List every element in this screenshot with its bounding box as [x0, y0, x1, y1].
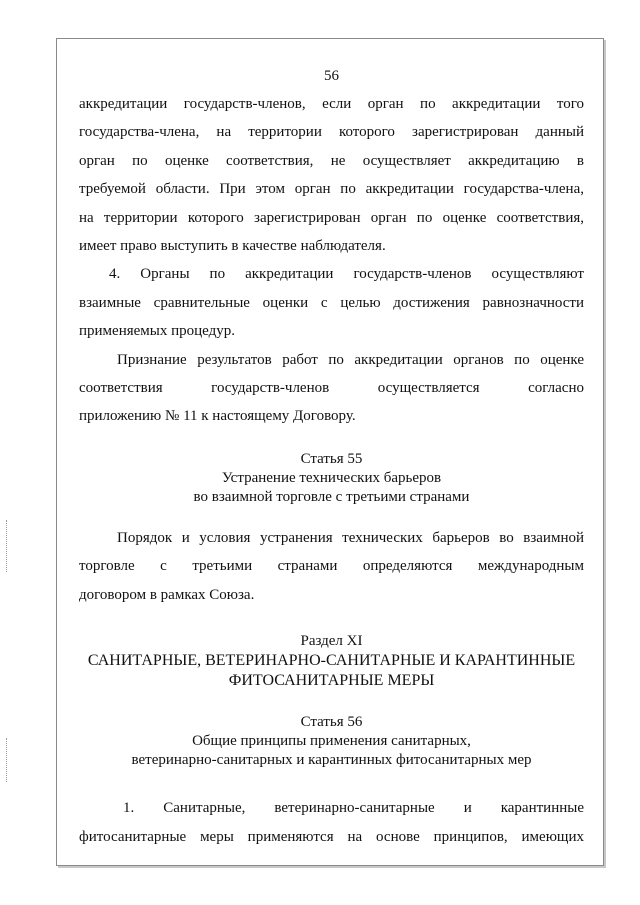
text-line: приложению № 11 к настоящему Договору. — [79, 408, 356, 425]
article-56-label: Статья 56 — [300, 714, 363, 731]
text-line: требуемой области. При этом орган по аккредитации государства-члена, — [79, 181, 584, 198]
paragraph-recognition — [79, 346, 584, 431]
text-line: государства-члена, на территории которого зарегистрирован данный — [79, 124, 584, 141]
article-56-title-line: ветеринарно-санитарных и карантинных фитосанитарных мер — [131, 752, 532, 769]
text-line: фитосанитарные меры применяются на основе принципов, имеющих — [79, 828, 584, 845]
section-11-label: Раздел XI — [300, 633, 363, 650]
paragraph-technical-barriers — [79, 524, 584, 609]
paragraph-mutual-evaluations — [79, 260, 584, 345]
text-line: торговле с третьими странами определяются международным — [79, 558, 584, 575]
article-55-title-line: во взаимной торговле с третьими странами — [193, 488, 470, 505]
text-line: орган по оценке соответствия, не осуществляет аккредитацию в — [79, 152, 584, 169]
text-line: Признание результатов работ по аккредитации органов по оценке — [117, 351, 584, 368]
text-line: на территории которого зарегистрирован орган по оценке соответствия, — [79, 209, 584, 226]
text-line: аккредитации государств-членов, если орган по аккредитации того — [79, 96, 584, 112]
page-content — [79, 66, 584, 851]
paragraph-accreditation-observer — [79, 90, 584, 260]
article-55-label: Статья 55 — [300, 450, 363, 467]
scan-edge-mark-top — [6, 520, 8, 572]
article-55-heading — [79, 450, 584, 507]
page-number: 56 — [324, 68, 339, 84]
text-line: договором в рамках Союза. — [79, 586, 255, 603]
section-11-title-line: САНИТАРНЫЕ, ВЕТЕРИНАРНО-САНИТАРНЫЕ И КАРАНТИННЫЕ — [87, 652, 576, 670]
section-11-heading — [79, 632, 584, 691]
text-line: 1. Санитарные, ветеринарно-санитарные и карантинные — [123, 800, 584, 817]
text-line: соответствия государств-членов осуществляется согласно — [79, 380, 584, 397]
text-line: применяемых процедур. — [79, 323, 236, 340]
article-56-heading — [79, 713, 584, 770]
scan-edge-mark-bottom — [6, 738, 8, 782]
text-line: Порядок и условия устранения технических барьеров во взаимной — [117, 529, 584, 546]
text-line: 4. Органы по аккредитации государств-членов осуществляют — [109, 266, 584, 283]
section-11-title-line: ФИТОСАНИТАРНЫЕ МЕРЫ — [228, 672, 435, 690]
text-line: взаимные сравнительные оценки с целью достижения равнозначности — [79, 294, 584, 311]
text-line: имеет право выступить в качестве наблюдателя. — [79, 238, 386, 255]
paragraph-sanitary-measures — [79, 794, 584, 851]
article-56-title-line: Общие принципы применения санитарных, — [192, 733, 471, 750]
article-55-title-line: Устранение технических барьеров — [221, 469, 442, 486]
